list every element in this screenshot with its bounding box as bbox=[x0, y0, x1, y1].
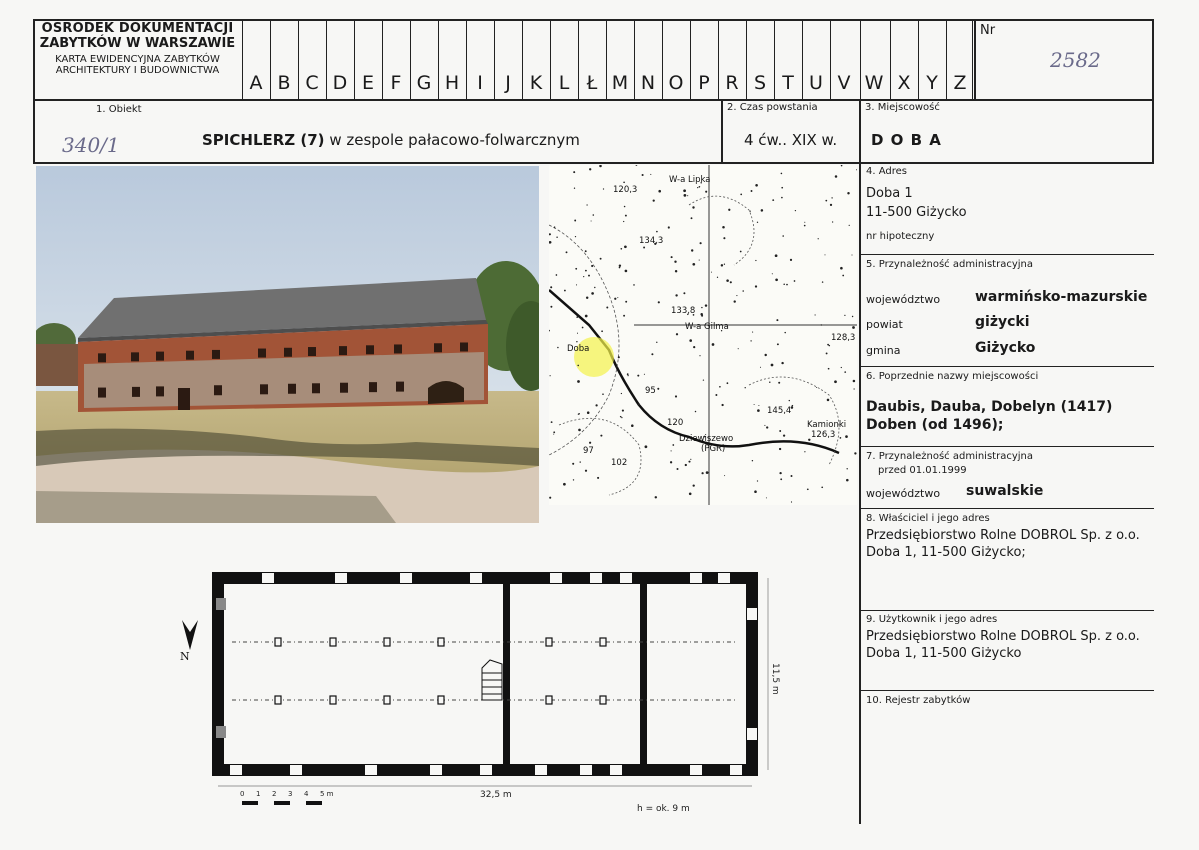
institution-line-2: ZABYTKÓW W WARSZAWIE bbox=[39, 35, 236, 51]
letter-15: N bbox=[640, 72, 656, 94]
letter-divider bbox=[438, 19, 439, 101]
sep-7 bbox=[859, 446, 1154, 447]
nr-box-left bbox=[974, 19, 976, 101]
map-label-h9: 120 bbox=[667, 418, 684, 428]
letter-divider bbox=[326, 19, 327, 101]
field5-key-2: powiat bbox=[866, 318, 903, 331]
map-label-kamionki: Kamionki bbox=[807, 420, 847, 430]
letter-divider bbox=[918, 19, 919, 101]
field9-line2: Doba 1, 11-500 Giżycko bbox=[866, 646, 1022, 661]
row1-bottom bbox=[33, 162, 1154, 164]
letter-divider bbox=[522, 19, 523, 101]
nr-box-top bbox=[974, 19, 1154, 21]
letter-8: H bbox=[444, 72, 460, 94]
map-label-gilma: W-a Gilma bbox=[685, 322, 729, 332]
plan-width-label: 32,5 m bbox=[480, 790, 512, 800]
letter-6: F bbox=[390, 72, 402, 94]
letter-divider bbox=[830, 19, 831, 101]
letter-24: X bbox=[897, 72, 911, 94]
letter-23: W bbox=[864, 72, 884, 94]
field5-val-1: warmińsko-mazurskie bbox=[975, 289, 1148, 305]
plan-stairs bbox=[482, 660, 502, 700]
map-label-h8: 102 bbox=[611, 458, 628, 468]
scale-tick-label: 5 m bbox=[320, 790, 334, 798]
map-label-doba: Doba bbox=[567, 344, 590, 354]
scale-tick-label: 3 bbox=[288, 790, 293, 798]
letter-divider bbox=[410, 19, 411, 101]
field1-label: 1. Obiekt bbox=[96, 104, 142, 115]
letter-4: D bbox=[332, 72, 348, 94]
field6-line2: Doben (od 1496); bbox=[866, 417, 1004, 433]
field7-val: suwalskie bbox=[966, 483, 1044, 499]
letter-divider bbox=[746, 19, 747, 101]
field3-value: D O B A bbox=[871, 131, 942, 149]
letter-14: M bbox=[611, 72, 629, 94]
field5-key-1: województwo bbox=[866, 293, 941, 306]
field4-extra: nr hipoteczny bbox=[866, 231, 935, 242]
letter-divider bbox=[890, 19, 891, 101]
field4-line2: 11-500 Giżycko bbox=[866, 205, 967, 220]
letter-divider bbox=[662, 19, 663, 101]
letter-26: Z bbox=[953, 72, 967, 94]
letter-divider bbox=[550, 19, 551, 101]
field9-label: 9. Użytkownik i jego adres bbox=[866, 614, 998, 625]
letter-21: U bbox=[809, 72, 823, 94]
letter-16: O bbox=[668, 72, 684, 94]
map-label-h2: 134,3 bbox=[639, 236, 664, 246]
object-name-rest: w zespole pałacowo-folwarcznym bbox=[324, 131, 580, 149]
letter-divider bbox=[972, 19, 973, 101]
scale-tick-label: 4 bbox=[304, 790, 309, 798]
letter-divider bbox=[354, 19, 355, 101]
letter-11: K bbox=[529, 72, 543, 94]
field2-label: 2. Czas powstania bbox=[727, 102, 818, 113]
nr-box-right bbox=[1152, 19, 1154, 101]
letter-7: G bbox=[416, 72, 432, 94]
letter-divider bbox=[718, 19, 719, 101]
letter-divider bbox=[690, 19, 691, 101]
letter-divider bbox=[802, 19, 803, 101]
photo-arch-door bbox=[428, 381, 464, 404]
field7-label: 7. Przynależność administracyjna bbox=[866, 451, 1033, 462]
north-label: N bbox=[180, 650, 190, 663]
letter-divider bbox=[946, 19, 947, 101]
field7-key: województwo bbox=[866, 487, 941, 500]
letter-3: C bbox=[305, 72, 319, 94]
map-label-pgr: (PGR) bbox=[701, 444, 726, 454]
map-label-h6: 126,3 bbox=[811, 430, 836, 440]
letter-5: E bbox=[361, 72, 374, 94]
letter-9: I bbox=[477, 72, 483, 94]
field8-line1: Przedsiębiorstwo Rolne DOBROL Sp. z o.o. bbox=[866, 528, 1140, 543]
field9-line1: Przedsiębiorstwo Rolne DOBROL Sp. z o.o. bbox=[866, 629, 1140, 644]
map-label-h5: 145,4 bbox=[767, 406, 792, 416]
field8-label: 8. Właściciel i jego adres bbox=[866, 513, 990, 524]
nr-label: Nr bbox=[980, 23, 996, 38]
photo-door bbox=[178, 388, 190, 410]
letter-divider bbox=[578, 19, 579, 101]
letter-divider bbox=[298, 19, 299, 101]
scale-tick-label: 1 bbox=[256, 790, 261, 798]
letter-divider bbox=[466, 19, 467, 101]
nr-value: 2582 bbox=[1050, 48, 1101, 72]
row1-div-1 bbox=[721, 99, 723, 164]
letter-divider bbox=[382, 19, 383, 101]
nr-box-bottom bbox=[974, 99, 1154, 101]
field8-line2: Doba 1, 11-500 Giżycko; bbox=[866, 545, 1026, 560]
institution-line-1: OŚRODEK DOKUMENTACJI bbox=[41, 21, 234, 36]
field6-line1: Daubis, Dauba, Dobelyn (1417) bbox=[866, 399, 1113, 415]
photo-illustration bbox=[36, 166, 539, 523]
sep-9 bbox=[859, 610, 1154, 611]
letter-divider bbox=[242, 19, 243, 101]
letter-13: Ł bbox=[586, 72, 598, 94]
letter-19: S bbox=[753, 72, 767, 94]
letter-17: P bbox=[698, 72, 710, 94]
location-highlight bbox=[574, 337, 614, 377]
wall-openings bbox=[230, 573, 757, 775]
header-bottom bbox=[33, 99, 974, 101]
letter-divider bbox=[494, 19, 495, 101]
map-label-lipka: W-a Lipka bbox=[669, 175, 711, 185]
plan-depth-label: 11,5 m bbox=[770, 663, 780, 695]
north-arrow-icon bbox=[180, 620, 198, 663]
row1-div-2 bbox=[859, 99, 861, 824]
floor-plan-drawing bbox=[170, 568, 790, 818]
field1-handwritten: 340/1 bbox=[62, 133, 120, 157]
field3-label: 3. Miejscowość bbox=[865, 102, 940, 113]
object-name-bold: SPICHLERZ (7) bbox=[202, 131, 325, 149]
frame-right-lower bbox=[1152, 99, 1154, 164]
object-name bbox=[202, 131, 580, 149]
scale-tick-label: 0 bbox=[240, 790, 245, 798]
letter-divider bbox=[606, 19, 607, 101]
letter-divider bbox=[774, 19, 775, 101]
scale-bar bbox=[240, 790, 334, 805]
map-label-h7: 97 bbox=[583, 446, 594, 456]
sep-10 bbox=[859, 690, 1154, 691]
building-photo bbox=[36, 166, 539, 523]
scale-tick-label: 2 bbox=[272, 790, 277, 798]
field10-label: 10. Rejestr zabytków bbox=[866, 695, 971, 706]
institution-line-3: KARTA EWIDENCYJNA ZABYTKÓW bbox=[55, 53, 220, 65]
map-label-h1: 120,3 bbox=[613, 185, 638, 195]
plan-height-label: h = ok. 9 m bbox=[637, 804, 690, 814]
plan-pillars bbox=[275, 638, 606, 704]
letter-22: V bbox=[837, 72, 851, 94]
letter-divider bbox=[634, 19, 635, 101]
letter-10: J bbox=[505, 72, 511, 94]
letter-12: L bbox=[558, 72, 570, 94]
field5-label: 5. Przynależność administracyjna bbox=[866, 259, 1033, 270]
sep-5 bbox=[859, 254, 1154, 255]
map-label-h3: 133,8 bbox=[671, 306, 696, 316]
sep-6 bbox=[859, 366, 1154, 367]
institution-block bbox=[35, 22, 240, 77]
letter-25: Y bbox=[926, 72, 938, 94]
field7-sublabel: przed 01.01.1999 bbox=[878, 465, 967, 476]
letter-2: B bbox=[277, 72, 291, 94]
field6-label: 6. Poprzednie nazwy miejscowości bbox=[866, 371, 1039, 382]
field5-key-3: gmina bbox=[866, 344, 901, 357]
map-label-h4: 128,3 bbox=[831, 333, 856, 343]
institution-line-4: ARCHITEKTURY I BUDOWNICTWA bbox=[55, 65, 220, 77]
letter-divider bbox=[270, 19, 271, 101]
location-map bbox=[549, 165, 857, 505]
floor-plan bbox=[170, 568, 790, 818]
map-illustration bbox=[549, 165, 857, 505]
letter-20: T bbox=[782, 72, 794, 94]
letter-divider bbox=[860, 19, 861, 101]
field5-val-3: Giżycko bbox=[975, 340, 1036, 356]
field2-value: 4 ćw.. XIX w. bbox=[744, 131, 838, 149]
field4-label: 4. Adres bbox=[866, 166, 907, 177]
letter-18: R bbox=[725, 72, 739, 94]
sep-8 bbox=[859, 508, 1154, 509]
map-label-h10: 95 bbox=[645, 386, 656, 396]
field4-line1: Doba 1 bbox=[866, 186, 913, 201]
map-label-dziewiszewo: Dziewiszewo bbox=[679, 434, 734, 444]
field5-val-2: giżycki bbox=[975, 314, 1030, 330]
letter-1: A bbox=[249, 72, 263, 94]
